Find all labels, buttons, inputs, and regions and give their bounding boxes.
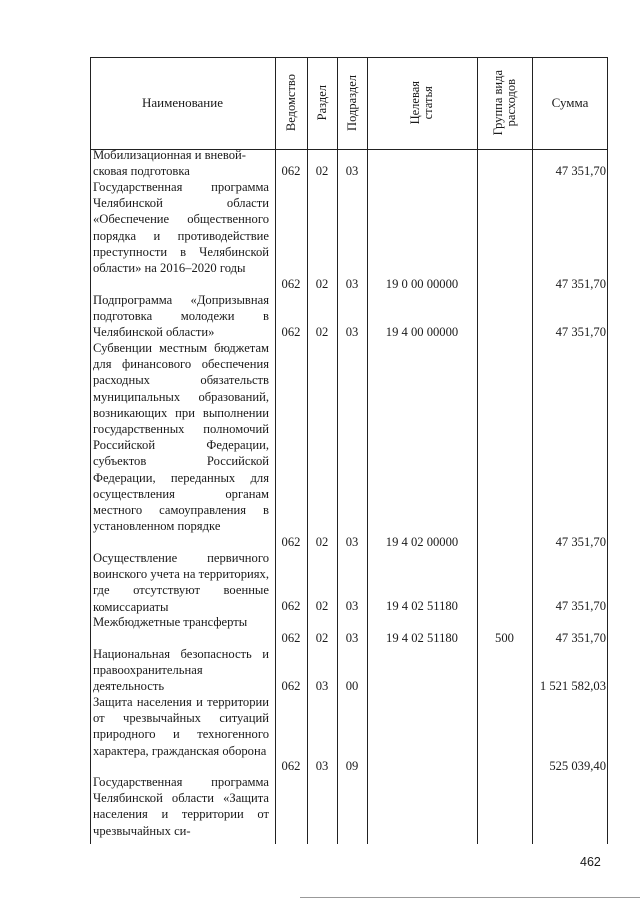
row-1-ved: 062 [281, 164, 301, 178]
row-1-podrazdel: 03 [345, 164, 359, 178]
row-1-razdel: 02 [315, 164, 329, 178]
header-name: Наименование [142, 95, 223, 110]
row-3-name: Подпрограмма «Допризывная подготовка молодежи в Челябинской области» [93, 293, 269, 340]
row-2-name: Государственная программа Челябинской области «Обеспечение общественного порядка и противодействие преступности в Челябинской области» на 2016–2020 годы [93, 180, 269, 276]
row-7-name: Национальная безопасность и правоохранительная деятельность [93, 647, 269, 694]
row-3-ved: 062 [281, 325, 301, 339]
budget-table [90, 57, 608, 844]
row-8-podrazdel: 09 [345, 759, 359, 773]
row-3-summa: 47 351,70 [555, 325, 606, 339]
header-razdel [307, 57, 337, 149]
row-9-name: Государственная программа Челябинской области «Защита населения и территории от чрезвычайных си- [93, 775, 269, 838]
row-6-ved: 062 [281, 631, 301, 645]
row-2-podrazdel: 03 [345, 277, 359, 291]
row-7-summa: 1 521 582,03 [539, 679, 606, 693]
row-4-name: Субвенции местным бюджетам для финансового обеспечения расходных обязательств муниципальных образований, возникающих при выполнении государственных полномочий Российской Федерации, субъектов Российской Федерации, переданных для осуществления органам местного самоуправления в установленном порядке [93, 341, 269, 534]
row-1-summa: 47 351,70 [555, 164, 606, 178]
page-number: 462 [580, 855, 601, 869]
row-5-celevaya: 19 4 02 51180 [386, 599, 458, 613]
column-divider [477, 57, 478, 844]
row-2-summa: 47 351,70 [555, 277, 606, 291]
header-vedomstvo-text: Ведомство [283, 74, 298, 132]
column-divider [367, 57, 368, 844]
header-podrazdel-text: Подраздел [344, 75, 359, 131]
header-celevaya-text: Целевая статья [408, 81, 435, 125]
row-3-podrazdel: 03 [345, 325, 359, 339]
row-6-razdel: 02 [315, 631, 329, 645]
row-7-ved: 062 [281, 679, 301, 693]
row-2-razdel: 02 [315, 277, 329, 291]
header-vedomstvo [275, 57, 307, 149]
row-6-podrazdel: 03 [345, 631, 359, 645]
header-podrazdel [337, 57, 367, 149]
row-8-ved: 062 [281, 759, 301, 773]
row-7-podrazdel: 00 [345, 679, 359, 693]
row-4-ved: 062 [281, 535, 301, 549]
footer-rule [300, 897, 640, 898]
row-8-name: Защита населения и территории от чрезвычайных ситуаций природного и техногенного характера, гражданская оборона [93, 695, 269, 758]
table-border-left [90, 57, 91, 844]
row-2-ved: 062 [281, 277, 301, 291]
row-4-podrazdel: 03 [345, 535, 359, 549]
row-5-razdel: 02 [315, 599, 329, 613]
header-gruppa [477, 57, 532, 149]
row-7-razdel: 03 [315, 679, 329, 693]
row-4-summa: 47 351,70 [555, 535, 606, 549]
table-border-right [607, 57, 608, 844]
row-5-summa: 47 351,70 [555, 599, 606, 613]
row-5-podrazdel: 03 [345, 599, 359, 613]
row-6-name: Межбюджетные трансферты [93, 615, 248, 629]
row-8-razdel: 03 [315, 759, 329, 773]
row-8-summa: 525 039,40 [549, 759, 606, 773]
header-summa: Сумма [551, 95, 589, 110]
row-6-summa: 47 351,70 [555, 631, 606, 645]
row-6-celevaya: 19 4 02 51180 [386, 631, 458, 645]
row-3-razdel: 02 [315, 325, 329, 339]
row-3-celevaya: 19 4 00 00000 [385, 325, 459, 339]
row-5-ved: 062 [281, 599, 301, 613]
row-2-celevaya: 19 0 00 00000 [385, 277, 459, 291]
row-5-name: Осуществление первичного воинского учета на территориях, где отсутствуют военные комиссариаты [93, 551, 269, 614]
row-6-gruppa: 500 [495, 631, 514, 645]
header-gruppa-text: Группа вида расходов [490, 70, 518, 136]
row-4-celevaya: 19 4 02 00000 [385, 535, 459, 549]
row-1-name: Мобилизационная и вневой- сковая подготовка [93, 148, 246, 179]
header-razdel-text: Раздел [314, 85, 329, 121]
row-4-razdel: 02 [315, 535, 329, 549]
header-celevaya [367, 57, 477, 149]
